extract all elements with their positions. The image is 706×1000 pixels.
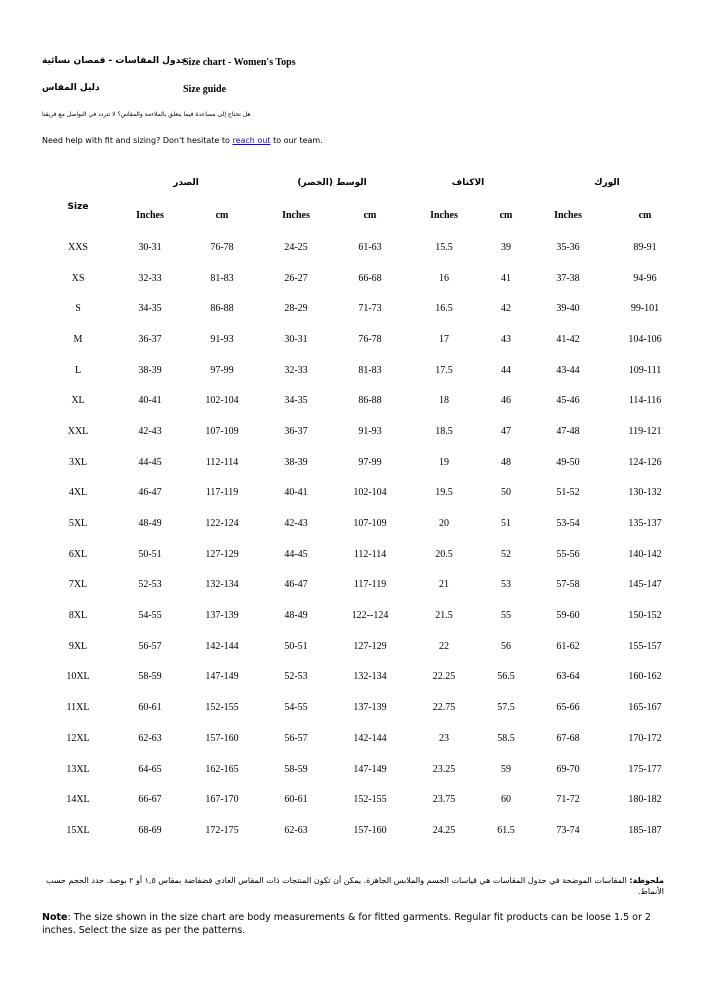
measurement-cell: 117-119: [353, 579, 387, 591]
measurement-cell: 52-53: [284, 671, 308, 683]
measurement-cell: 60-61: [138, 702, 162, 714]
measurement-cell: 30-31: [138, 241, 162, 253]
unit-header: cm: [363, 209, 377, 221]
size-label-cell: 9XL: [68, 640, 88, 652]
measurement-cell: 21.5: [435, 610, 453, 622]
measurement-cell: 47-48: [556, 425, 580, 437]
measurement-cell: 36-37: [138, 333, 162, 345]
measurement-cell: 44: [501, 364, 511, 376]
measurement-cell: 50: [501, 487, 511, 499]
measurement-cell: 23.25: [432, 763, 456, 775]
measurement-cell: 117-119: [205, 487, 239, 499]
note-english-label: Note: [42, 912, 68, 923]
measurement-cell: 50-51: [284, 640, 308, 652]
size-label-cell: 6XL: [68, 548, 88, 560]
measurement-cell: 162-165: [205, 763, 239, 775]
measurement-cell: 46-47: [284, 579, 308, 591]
measurement-cell: 44-45: [284, 548, 308, 560]
measurement-cell: 152-155: [205, 702, 239, 714]
measurement-cell: 57.5: [497, 702, 515, 714]
measurement-cell: 55-56: [556, 548, 580, 560]
measurement-cell: 22: [439, 640, 449, 652]
section-heading: Size guide: [183, 84, 227, 95]
measurement-cell: 59: [501, 763, 511, 775]
table-row: [42, 815, 684, 846]
table-row: [42, 385, 684, 416]
measurement-cell: 56-57: [284, 732, 308, 744]
measurement-cell: 41: [501, 272, 511, 284]
measurement-cell: 91-93: [210, 333, 234, 345]
measurement-cell: 37-38: [556, 272, 580, 284]
measurement-cell: 112-114: [353, 548, 387, 560]
note-arabic: [42, 875, 664, 897]
measurement-cell: 157-160: [353, 824, 387, 836]
unit-header: Inches: [136, 209, 164, 221]
size-label-cell: 5XL: [68, 518, 88, 530]
measurement-cell: 40-41: [138, 395, 162, 407]
size-label-cell: 14XL: [66, 794, 90, 806]
measurement-cell: 15.5: [435, 241, 453, 253]
table-row: [42, 447, 684, 478]
unit-header: cm: [638, 209, 652, 221]
table-row: [42, 754, 684, 785]
measurement-cell: 47: [501, 425, 511, 437]
note-english-text: : The size shown in the size chart are body measurements & for fitted garments. Regular fit products can be loose 1.5 or 2 inches. Select the size as per the patterns.: [42, 912, 651, 936]
measurement-cell: 89-91: [633, 241, 657, 253]
waist-group-header: الوسط (الخصر): [297, 178, 367, 188]
measurement-cell: 165-167: [628, 702, 662, 714]
measurement-cell: 61-63: [358, 241, 382, 253]
measurement-cell: 54-55: [284, 702, 308, 714]
measurement-cell: 56: [501, 640, 511, 652]
measurement-cell: 175-177: [628, 763, 662, 775]
note-arabic-text: المقاسات الموضحة في جدول المقاسات هي قياسات الجسم والملابس الجاهزة. يمكن أن تكون المنتجات ذات المقاس العادي فضفاضة بمقاس ١,٥ أو ٢ بوصة. حدد الحجم حسب الأنماط.: [46, 876, 664, 896]
page-title: Size chart - Women's Tops: [183, 57, 296, 68]
table-row: [42, 570, 684, 601]
size-label-cell: 7XL: [68, 579, 88, 591]
measurement-cell: 67-68: [556, 732, 580, 744]
table-row: [42, 293, 684, 324]
measurement-cell: 109-111: [628, 364, 662, 376]
measurement-cell: 57-58: [556, 579, 580, 591]
table-row: [42, 600, 684, 631]
measurement-cell: 76-78: [358, 333, 382, 345]
measurement-cell: 26-27: [284, 272, 308, 284]
measurement-cell: 114-116: [628, 395, 662, 407]
measurement-cell: 48-49: [138, 518, 162, 530]
measurement-cell: 53-54: [556, 518, 580, 530]
measurement-cell: 23: [439, 732, 449, 744]
table-row: [42, 478, 684, 509]
measurement-cell: 81-83: [210, 272, 234, 284]
measurement-cell: 51-52: [556, 487, 580, 499]
measurement-cell: 94-96: [633, 272, 657, 284]
measurement-cell: 45-46: [556, 395, 580, 407]
unit-header-row: [42, 198, 684, 232]
measurement-cell: 86-88: [358, 395, 382, 407]
measurement-cell: 60-61: [284, 794, 308, 806]
measurement-cell: 76-78: [210, 241, 234, 253]
measurement-cell: 39-40: [556, 303, 580, 315]
measurement-cell: 152-155: [353, 794, 387, 806]
measurement-cell: 21: [439, 579, 449, 591]
table-row: [42, 416, 684, 447]
table-row: [42, 232, 684, 263]
measurement-cell: 42-43: [284, 518, 308, 530]
shoulders-group-header: الاكتاف: [451, 178, 485, 188]
measurement-cell: 64-65: [138, 763, 162, 775]
measurement-cell: 66-67: [138, 794, 162, 806]
size-label-cell: XXS: [67, 241, 88, 253]
measurement-cell: 23.75: [432, 794, 456, 806]
size-label-cell: 13XL: [66, 763, 90, 775]
measurement-cell: 46: [501, 395, 511, 407]
measurement-cell: 39: [501, 241, 511, 253]
measurement-cell: 132-134: [205, 579, 239, 591]
measurement-cell: 43: [501, 333, 511, 345]
measurement-cell: 172-175: [205, 824, 239, 836]
measurement-cell: 180-182: [628, 794, 662, 806]
measurement-cell: 127-129: [205, 548, 239, 560]
measurement-cell: 60: [501, 794, 511, 806]
table-row: [42, 784, 684, 815]
measurement-cell: 99-101: [630, 303, 660, 315]
size-column-header: Size: [67, 202, 89, 212]
measurement-cell: 142-144: [353, 732, 387, 744]
measurement-cell: 140-142: [628, 548, 662, 560]
measurement-cell: 112-114: [205, 456, 239, 468]
size-label-cell: S: [75, 303, 81, 315]
measurement-cell: 102-104: [353, 487, 387, 499]
size-label-cell: XXL: [67, 425, 89, 437]
measurement-cell: 137-139: [353, 702, 387, 714]
measurement-cell: 58-59: [138, 671, 162, 683]
measurement-cell: 119-121: [628, 425, 662, 437]
measurement-cell: 53: [501, 579, 511, 591]
measurement-cell: 22.75: [432, 702, 456, 714]
measurement-cell: 155-157: [628, 640, 662, 652]
table-row: [42, 263, 684, 294]
unit-header: cm: [499, 209, 513, 221]
measurement-cell: 30-31: [284, 333, 308, 345]
measurement-cell: 34-35: [284, 395, 308, 407]
size-label-cell: 11XL: [66, 702, 90, 714]
measurement-cell: 71-73: [358, 303, 382, 315]
section-heading-arabic: دليل المقاس: [42, 83, 100, 93]
unit-header: Inches: [554, 209, 582, 221]
table-row: [42, 723, 684, 754]
measurement-cell: 38-39: [284, 456, 308, 468]
measurement-cell: 52-53: [138, 579, 162, 591]
reach-out-link[interactable]: reach out: [232, 136, 271, 145]
measurement-group-row: [42, 168, 684, 198]
measurement-cell: 127-129: [353, 640, 387, 652]
measurement-cell: 18.5: [435, 425, 453, 437]
measurement-cell: 124-126: [628, 456, 662, 468]
measurement-cell: 81-83: [358, 364, 382, 376]
measurement-cell: 97-99: [358, 456, 382, 468]
table-row: [42, 631, 684, 662]
size-label-cell: 10XL: [66, 671, 90, 683]
table-row: [42, 539, 684, 570]
measurement-cell: 58.5: [497, 732, 515, 744]
measurement-cell: 28-29: [284, 303, 308, 315]
size-label-cell: 8XL: [68, 610, 88, 622]
measurement-cell: 107-109: [353, 518, 387, 530]
measurement-cell: 157-160: [205, 732, 239, 744]
measurement-cell: 40-41: [284, 487, 308, 499]
measurement-cell: 71-72: [556, 794, 580, 806]
size-label-cell: M: [73, 333, 83, 345]
size-label-cell: 3XL: [68, 456, 88, 468]
measurement-cell: 17.5: [435, 364, 453, 376]
measurement-cell: 66-68: [358, 272, 382, 284]
measurement-cell: 32-33: [284, 364, 308, 376]
hips-group-header: الورك: [594, 178, 620, 188]
table-row: [42, 662, 684, 693]
measurement-cell: 86-88: [210, 303, 234, 315]
size-chart-table: [42, 168, 684, 846]
help-text-arabic: هل تحتاج إلى مساعدة فيما يتعلق بالملاءمة والمقاس؟ لا تتردد في التواصل مع فريقنا: [42, 111, 251, 118]
measurement-cell: 19: [439, 456, 449, 468]
measurement-cell: 130-132: [628, 487, 662, 499]
measurement-cell: 68-69: [138, 824, 162, 836]
measurement-cell: 18: [439, 395, 449, 407]
measurement-cell: 102-104: [205, 395, 239, 407]
note-arabic-label: ملحوظة:: [629, 876, 664, 885]
measurement-cell: 51: [501, 518, 511, 530]
size-label-cell: XL: [71, 395, 85, 407]
size-label-cell: XS: [71, 272, 85, 284]
measurement-cell: 122-124: [205, 518, 239, 530]
measurement-cell: 22.25: [432, 671, 456, 683]
measurement-cell: 55: [501, 610, 511, 622]
measurement-cell: 145-147: [628, 579, 662, 591]
size-label-cell: 4XL: [68, 487, 88, 499]
measurement-cell: 137-139: [205, 610, 239, 622]
measurement-cell: 17: [439, 333, 449, 345]
measurement-cell: 132-134: [353, 671, 387, 683]
measurement-cell: 147-149: [205, 671, 239, 683]
measurement-cell: 42-43: [138, 425, 162, 437]
unit-header: cm: [215, 209, 229, 221]
measurement-cell: 20.5: [435, 548, 453, 560]
measurement-cell: 61.5: [497, 824, 515, 836]
measurement-cell: 73-74: [556, 824, 580, 836]
measurement-cell: 61-62: [556, 640, 580, 652]
measurement-cell: 54-55: [138, 610, 162, 622]
measurement-cell: 62-63: [138, 732, 162, 744]
measurement-cell: 58-59: [284, 763, 308, 775]
measurement-cell: 32-33: [138, 272, 162, 284]
measurement-cell: 69-70: [556, 763, 580, 775]
help-text-suffix: to our team.: [270, 136, 323, 145]
measurement-cell: 59-60: [556, 610, 580, 622]
measurement-cell: 16.5: [435, 303, 453, 315]
measurement-cell: 24.25: [432, 824, 456, 836]
measurement-cell: 24-25: [284, 241, 308, 253]
measurement-cell: 170-172: [628, 732, 662, 744]
measurement-cell: 142-144: [205, 640, 239, 652]
measurement-cell: 62-63: [284, 824, 308, 836]
measurement-cell: 147-149: [353, 763, 387, 775]
measurement-cell: 16: [439, 272, 449, 284]
measurement-cell: 36-37: [284, 425, 308, 437]
measurement-cell: 97-99: [210, 364, 234, 376]
size-rows: [42, 232, 684, 846]
measurement-cell: 44-45: [138, 456, 162, 468]
measurement-cell: 42: [501, 303, 511, 315]
measurement-cell: 122--124: [351, 610, 389, 622]
measurement-cell: 48-49: [284, 610, 308, 622]
measurement-cell: 160-162: [628, 671, 662, 683]
measurement-cell: 52: [501, 548, 511, 560]
measurement-cell: 91-93: [358, 425, 382, 437]
measurement-cell: 135-137: [628, 518, 662, 530]
measurement-cell: 49-50: [556, 456, 580, 468]
help-text-prefix: Need help with fit and sizing? Don't hesitate to: [42, 136, 233, 145]
measurement-cell: 104-106: [628, 333, 662, 345]
help-text: [42, 136, 323, 145]
measurement-cell: 50-51: [138, 548, 162, 560]
table-row: [42, 508, 684, 539]
unit-header: Inches: [282, 209, 310, 221]
measurement-cell: 19.5: [435, 487, 453, 499]
page-title-arabic: جدول المقاسات - قمصان نسائية: [42, 56, 188, 66]
measurement-cell: 48: [501, 456, 511, 468]
measurement-cell: 63-64: [556, 671, 580, 683]
size-label-cell: 12XL: [66, 732, 90, 744]
measurement-cell: 150-152: [628, 610, 662, 622]
measurement-cell: 34-35: [138, 303, 162, 315]
measurement-cell: 20: [439, 518, 449, 530]
size-label-cell: 15XL: [66, 824, 90, 836]
measurement-cell: 46-47: [138, 487, 162, 499]
measurement-cell: 167-170: [205, 794, 239, 806]
measurement-cell: 35-36: [556, 241, 580, 253]
table-row: [42, 324, 684, 355]
measurement-cell: 41-42: [556, 333, 580, 345]
measurement-cell: 56-57: [138, 640, 162, 652]
table-row: [42, 355, 684, 386]
table-row: [42, 692, 684, 723]
measurement-cell: 107-109: [205, 425, 239, 437]
measurement-cell: 56.5: [497, 671, 515, 683]
measurement-cell: 43-44: [556, 364, 580, 376]
size-label-cell: L: [74, 364, 82, 376]
chest-group-header: الصدر: [173, 178, 199, 188]
measurement-cell: 38-39: [138, 364, 162, 376]
measurement-cell: 65-66: [556, 702, 580, 714]
note-english: [42, 912, 672, 937]
measurement-cell: 185-187: [628, 824, 662, 836]
unit-header: Inches: [430, 209, 458, 221]
